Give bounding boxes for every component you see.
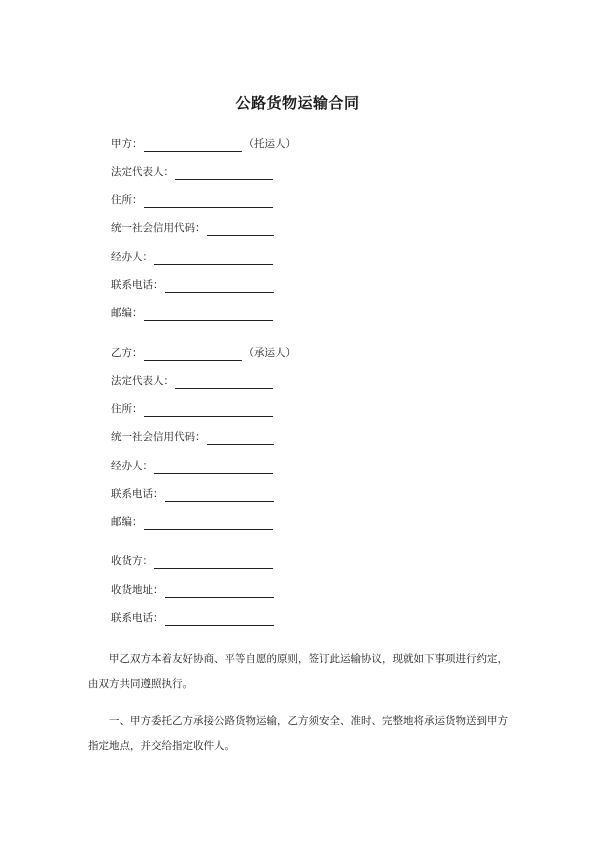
field-blank[interactable] [207,432,274,445]
field-blank[interactable] [154,556,273,569]
party-b-legal-rep-field [111,373,273,389]
paragraph-line [88,672,520,697]
party-a-postcode-field [111,305,273,321]
party-a-phone-field [111,277,274,293]
field-blank[interactable] [175,376,273,389]
party-a-label: 甲方： [111,138,143,150]
field-label: 收货方： [111,555,153,567]
field-blank[interactable] [144,195,273,208]
paragraph-text: 甲乙双方本着友好协商、平等自愿的原则，签订此运输协议，现就如下事项进行约定， [109,653,508,665]
party-a-field [111,136,296,152]
party-a-handler-field [111,249,273,265]
field-blank[interactable] [165,280,274,293]
party-a-role: （托运人） [243,138,296,150]
field-label: 联系电话： [111,488,164,500]
field-label: 法定代表人： [111,166,174,178]
field-label: 邮编： [111,516,143,528]
clause-1-paragraph [88,709,520,759]
party-b-credit-code-field [111,429,274,445]
field-label: 收货地址： [111,584,164,596]
paragraph-line [88,709,520,734]
field-label: 法定代表人： [111,375,174,387]
intro-paragraph [88,647,520,697]
field-blank[interactable] [144,308,273,321]
paragraph-text: 一、甲方委托乙方承接公路货物运输，乙方须安全、准时、完整地将承运货物送到甲方 [109,715,508,727]
field-label: 联系电话： [111,279,164,291]
document-title: 公路货物运输合同 [235,94,360,112]
field-label: 联系电话： [111,612,164,624]
field-label: 邮编： [111,307,143,319]
party-a-address-field [111,192,273,208]
consignee-phone-field [111,610,274,626]
field-blank[interactable] [165,613,274,626]
paragraph-text: 由双方共同遵照执行。 [88,678,193,690]
party-b-address-field [111,401,273,417]
party-b-phone-field [111,486,274,502]
party-b-postcode-field [111,514,273,530]
party-b-field [111,345,296,361]
party-a-credit-code-field [111,220,274,236]
paragraph-line [88,647,520,672]
field-blank[interactable] [154,461,273,474]
field-label: 经办人： [111,460,153,472]
field-blank[interactable] [207,223,274,236]
field-blank[interactable] [175,167,273,180]
field-blank[interactable] [144,404,273,417]
field-label: 住所： [111,194,143,206]
field-blank[interactable] [154,252,273,265]
field-label: 统一社会信用代码： [111,431,206,443]
consignee-address-field [111,582,274,598]
field-label: 统一社会信用代码： [111,222,206,234]
party-b-blank[interactable] [144,348,242,361]
consignee-field [111,553,273,569]
party-b-label: 乙方： [111,347,143,359]
party-a-blank[interactable] [144,139,242,152]
party-b-role: （承运人） [243,347,296,359]
field-blank[interactable] [165,585,274,598]
party-a-legal-rep-field [111,164,273,180]
paragraph-line [88,734,520,759]
paragraph-text: 指定地点，并交给指定收件人。 [88,740,235,752]
field-blank[interactable] [165,489,274,502]
party-b-handler-field [111,458,273,474]
field-label: 住所： [111,403,143,415]
field-label: 经办人： [111,251,153,263]
field-blank[interactable] [144,517,273,530]
